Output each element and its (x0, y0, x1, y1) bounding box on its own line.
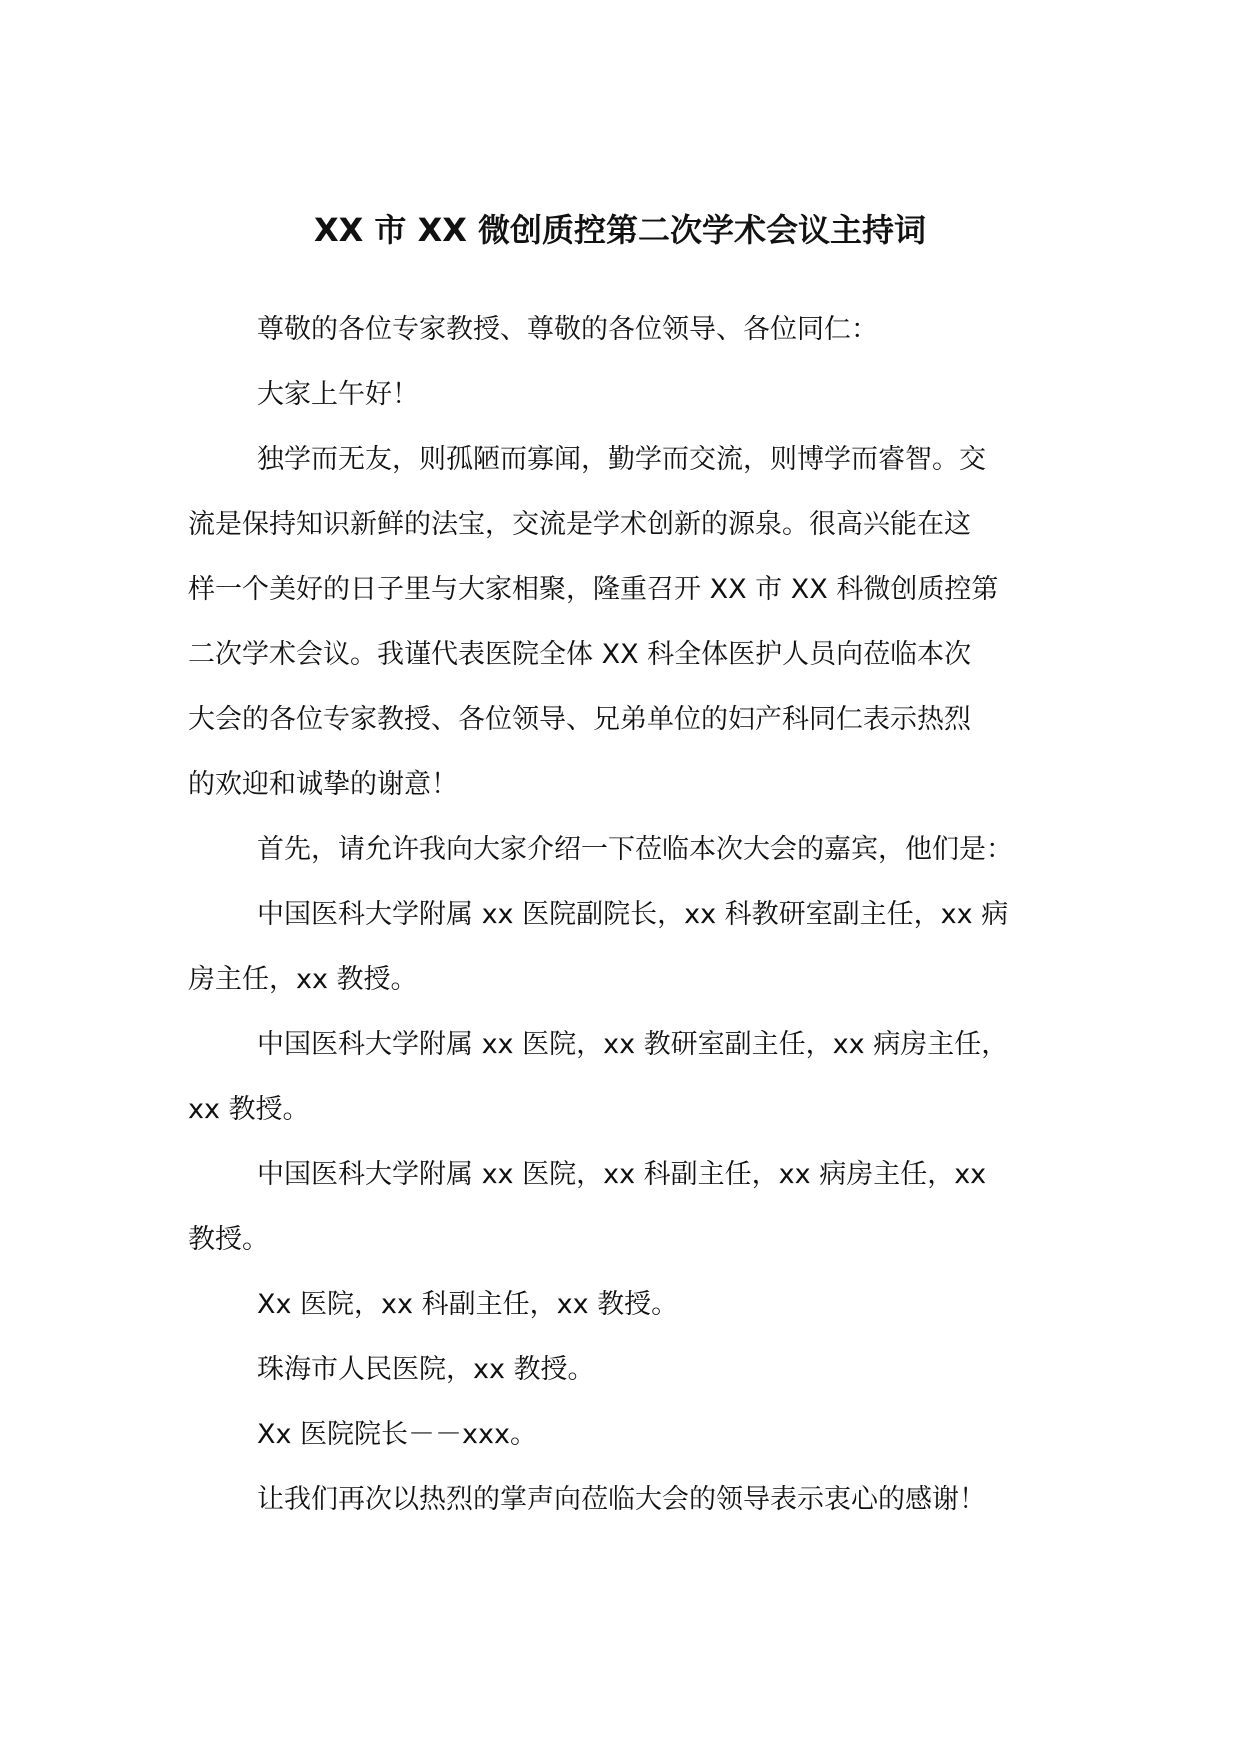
guest-line: Xx 医院院长－－xxx。 (257, 1419, 537, 1450)
guest-line: Xx 医院，xx 科副主任，xx 教授。 (257, 1289, 679, 1320)
guest-line: 中国医科大学附属 xx 医院副院长，xx 科教研室副主任，xx 病 (257, 899, 1009, 930)
guest-line: 教授。 (188, 1224, 269, 1255)
closing-line: 让我们再次以热烈的掌声向莅临大会的领导表示衷心的感谢！ (257, 1484, 986, 1515)
paragraph-line: 首先，请允许我向大家介绍一下莅临本次大会的嘉宾，他们是： (257, 834, 1013, 865)
guest-line: 房主任，xx 教授。 (188, 964, 418, 995)
greeting-line: 大家上午好！ (257, 379, 419, 410)
paragraph-line: 独学而无友，则孤陋而寡闻，勤学而交流，则博学而睿智。交 (257, 444, 986, 475)
document-title: XX 市 XX 微创质控第二次学术会议主持词 (313, 211, 927, 249)
paragraph-line: 流是保持知识新鲜的法宝，交流是学术创新的源泉。很高兴能在这 (188, 509, 971, 540)
paragraph-line: 大会的各位专家教授、各位领导、兄弟单位的妇产科同仁表示热烈 (188, 704, 971, 735)
salutation-line: 尊敬的各位专家教授、尊敬的各位领导、各位同仁： (257, 314, 878, 345)
guest-line: 中国医科大学附属 xx 医院，xx 科副主任，xx 病房主任，xx (257, 1159, 987, 1190)
paragraph-line: 二次学术会议。我谨代表医院全体 XX 科全体医护人员向莅临本次 (188, 639, 972, 670)
paragraph-line: 的欢迎和诚挚的谢意！ (188, 769, 458, 800)
guest-line: xx 教授。 (188, 1094, 310, 1125)
paragraph-line: 样一个美好的日子里与大家相聚，隆重召开 XX 市 XX 科微创质控第 (188, 574, 999, 605)
guest-line: 珠海市人民医院，xx 教授。 (257, 1354, 595, 1385)
guest-line: 中国医科大学附属 xx 医院，xx 教研室副主任，xx 病房主任， (257, 1029, 1009, 1060)
